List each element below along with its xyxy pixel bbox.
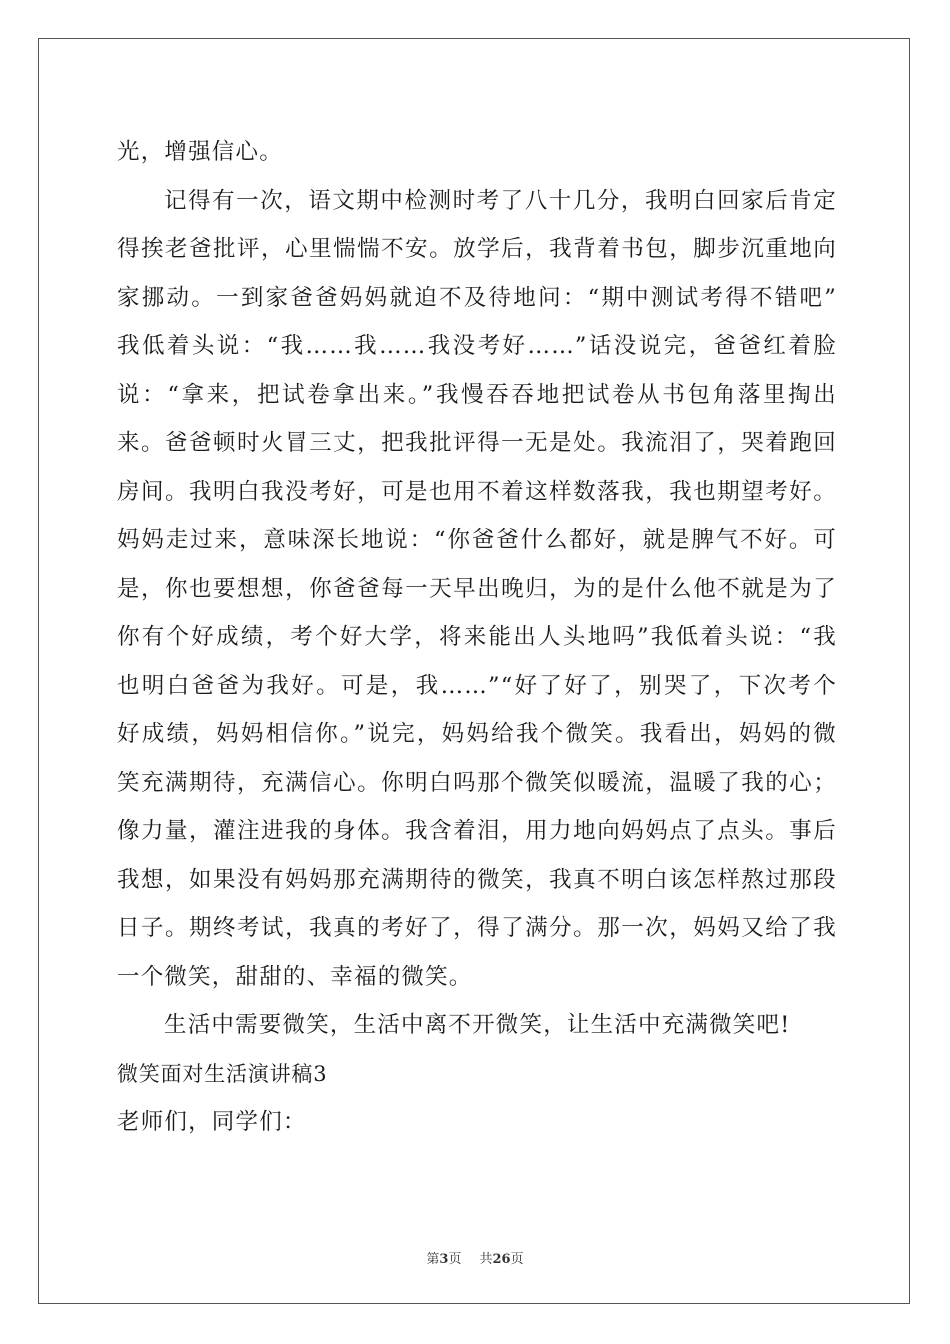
- text-line: 好成绩，妈妈相信你。”说完，妈妈给我个微笑。我看出，妈妈的微: [117, 721, 837, 747]
- text-line: 我想，如果没有妈妈那充满期待的微笑，我真不明白该怎样熬过那段: [117, 866, 837, 893]
- text-line: 得挨老爸批评，心里惴惴不安。放学后，我背着书包，脚步沉重地向: [117, 236, 837, 262]
- page-footer: [0, 1248, 950, 1267]
- document-body: [117, 128, 837, 1147]
- text-line: 家挪动。一到家爸爸妈妈就迫不及待地问：“期中测试考得不错吧”: [117, 284, 837, 311]
- text-line: 日子。期终考试，我真的考好了，得了满分。那一次，妈妈又给了我: [117, 915, 837, 941]
- section-heading: 微笑面对生活演讲稿3: [117, 1061, 328, 1086]
- text-line: 记得有一次，语文期中检测时考了八十几分，我明白回家后肯定: [164, 187, 837, 214]
- page-prefix: 第: [426, 1252, 440, 1267]
- total-prefix: 共: [479, 1252, 493, 1267]
- current-page-number: 3: [439, 1252, 449, 1267]
- text-line: 也明白爸爸为我好。可是，我……”“好了好了，别哭了，下次考个: [117, 672, 837, 699]
- text-line: 我低着头说：“我……我……我没考好……”话没说完，爸爸红着脸: [117, 333, 837, 359]
- total-suffix: 页: [510, 1252, 524, 1267]
- text-line: 妈妈走过来，意味深长地说：“你爸爸什么都好，就是脾气不好。可: [117, 527, 837, 553]
- text-line: 生活中需要微笑，生活中离不开微笑，让生活中充满微笑吧!: [164, 1012, 791, 1038]
- text-line: 一个微笑，甜甜的、幸福的微笑。: [117, 963, 473, 990]
- text-line: 笑充满期待，充满信心。你明白吗那个微笑似暖流，温暖了我的心；: [117, 769, 837, 796]
- salutation-line: 老师们，同学们：: [117, 1109, 307, 1135]
- text-line: 来。爸爸顿时火冒三丈，把我批评得一无是处。我流泪了，哭着跑回: [117, 430, 837, 456]
- page-suffix: 页: [448, 1252, 462, 1267]
- text-line: 光，增强信心。: [117, 139, 283, 165]
- text-line: 像力量，灌注进我的身体。我含着泪，用力地向妈妈点了点头。事后: [117, 818, 837, 844]
- total-pages-number: 26: [492, 1252, 511, 1267]
- text-line: 房间。我明白我没考好，可是也用不着这样数落我，我也期望考好。: [117, 478, 837, 505]
- text-line: 你有个好成绩，考个好大学，将来能出人头地吗”我低着头说：“我: [117, 624, 837, 650]
- text-line: 说：“拿来，把试卷拿出来。”我慢吞吞地把试卷从书包角落里掏出: [117, 381, 837, 408]
- text-line: 是，你也要想想，你爸爸每一天早出晚归，为的是什么他不就是为了: [117, 575, 837, 602]
